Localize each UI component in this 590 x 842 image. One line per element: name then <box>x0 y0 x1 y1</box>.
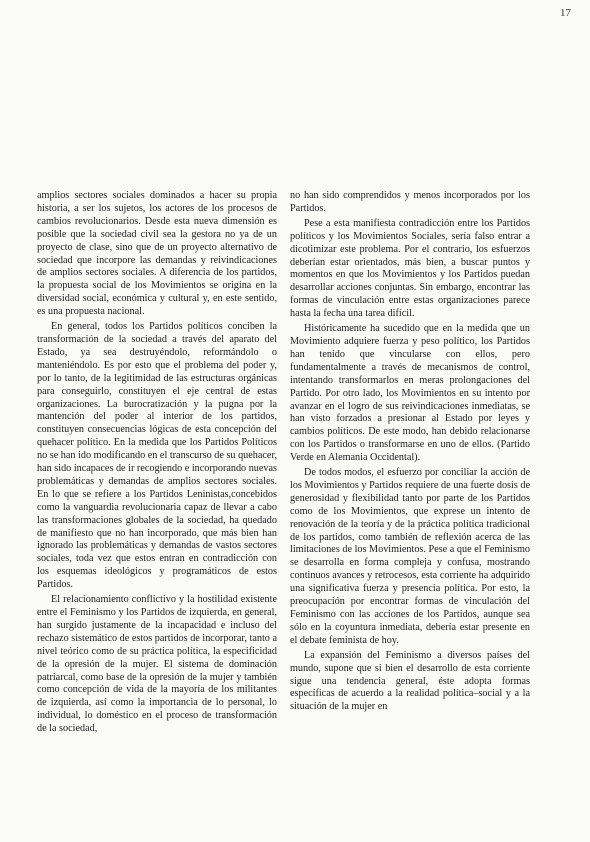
page-number: 17 <box>560 7 571 19</box>
paragraph: La expansión del Feminismo a diversos países del mundo, supone que si bien el desarrollo de esta corriente sigue una tendencia general, éste adopta formas específicas de acuerdo a la realidad política–social y a la situación de la mujer en <box>290 649 530 713</box>
right-column <box>290 190 530 714</box>
paragraph: Pese a esta manifiesta contradicción entre los Partidos políticos y los Movimientos Sociales, sería falso entrar a dicotimizar este problema. Por el contrario, los esfuerzos deberían estar orientados, más bien, a buscar puntos y momentos en que los Movimientos y los Partidos puedan desarrollar acciones conjuntas. Sin embargo, encontrar las formas de vinculación entre estas organizaciones parece hasta la fecha una tarea difícil. <box>290 217 530 320</box>
paragraph: De todos modos, el esfuerzo por conciliar la acción de los Movimientos y Partidos requiere de una fuerte dosis de generosidad y flexibilidad tanto por parte de los Partidos como de los Movimientos, que exprese un intento de renovación de la teoría y de la práctica política tradicional de los partidos, como también de reflexión acerca de las limitaciones de los Movimientos. Pese a que el Feminismo se desarrolla en forma compleja y confusa, mostrando continuos avances y retrocesos, esta corriente ha adquirido una significativa fuerza y presencia política. Por esto, la preocupación por encontrar formas de vinculación del Feminismo con las acciones de los Partidos, aunque sea sólo en la coyuntura inmediata, debería estar presente en el debate feminista de hoy. <box>290 467 530 646</box>
left-column <box>37 190 277 736</box>
paragraph: El relacionamiento conflictivo y la hostilidad existente entre el Feminismo y los Partidos de izquierda, en general, han surgido justamente de la incapacidad e incluso del rechazo sistemático de estos partidos de incorporar, tanto a nivel teórico como de su práctica política, la especificidad de la opresión de la mujer. El sistema de dominación patriarcal, como base de la opresión de la mujer y también como concepción de vida de la mayoría de los militantes de izquierda, así como la importancia de lo personal, lo individual, lo doméstico en el proceso de transformación de la sociedad, <box>37 594 277 735</box>
paragraph: En general, todos los Partidos políticos conciben la transformación de la sociedad a través del aparato del Estado, ya sea destruyéndolo, reformándolo o manteniéndolo. Es por esto que el problema del poder y, por lo tanto, de la legitimidad de las estructuras orgánicas para conseguirlo, constituyen el eje central de estas organizaciones. La burocratización y la pugna por la mantención del poder al interior de los partidos, constituyen consecuencias lógicas de esta concepción del quehacer político. En la medida que los Partidos Políticos no se han ido modificando en el transcurso de su quehacer, han sido incapaces de ir recogiendo e incorporando nuevas problemáticas y demandas de amplios sectores sociales. En lo que se refiere a los Partidos Leninistas,concebidos como la vanguardia revolucionaria capaz de llevar a cabo las transformaciones globales de la sociedad, ha quedado de manifiesto que no han incorporado, que más bien han ignorado las problemáticas y demandas de vastos sectores sociales, toda vez que estos entran en contradicción con los esquemas ideológicos y programáticos de estos Partidos. <box>37 321 277 591</box>
paragraph: amplios sectores sociales dominados a hacer su propia historia, a ser los sujetos, los actores de los procesos de cambios revolucionarios. Desde esta nueva dimensión es posible que la sociedad civil sea la gestora no ya de un proyecto de clase, sino que de un proyecto alternativo de sociedad que incorpore las demandas y reivindicaciones de amplios sectores sociales. A diferencia de los partidos, la propuesta social de los Movimientos se origina en la diversidad social, económica y cultural y, en este sentido, es una propuesta nacional. <box>37 190 277 318</box>
paragraph: no han sido comprendidos y menos incorporados por los Partidos. <box>290 190 530 214</box>
paragraph: Históricamente ha sucedido que en la medida que un Movimiento adquiere fuerza y peso político, los Partidos han tenido que vincularse con ellos, pero fundamentalmente a través de mecanismos de control, intentando transformarlos en meras prolongaciones del Partido. Por otro lado, los Movimientos en su intento por avanzar en el logro de sus reivindicaciones inmediatas, se han visto forzados a presionar al Estado por leyes y cambios políticos. De este modo, han debido relacionarse con los Partidos o transformarse en uno de ellos. (Partido Verde en Alemania Occidental). <box>290 323 530 464</box>
